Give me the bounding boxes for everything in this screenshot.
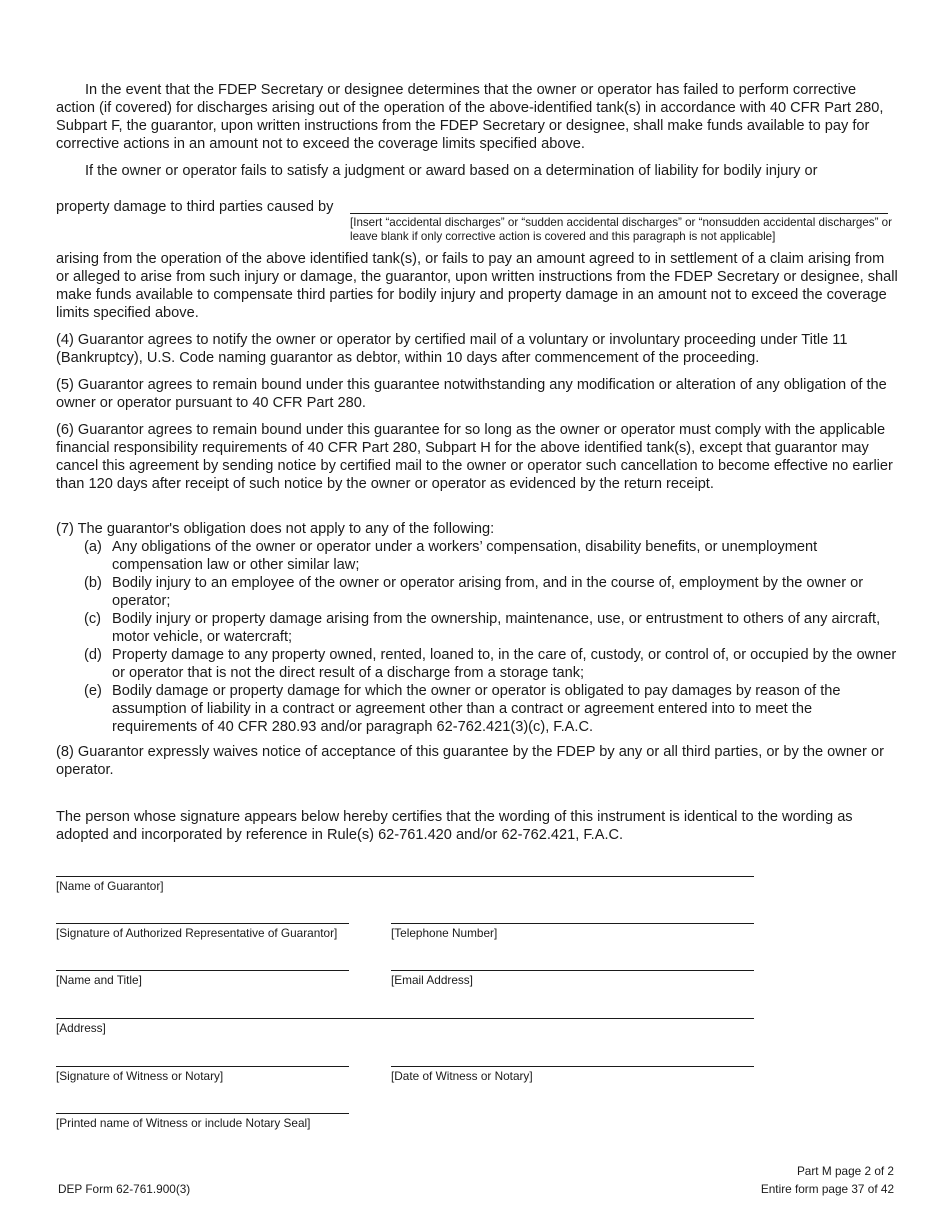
exclusion-marker: (b)	[84, 575, 102, 591]
exclusion-text: Any obligations of the owner or operator under a workers’ compensation, disability benefits, or unemployment compensation law or other similar law;	[112, 539, 818, 573]
form-id: DEP Form 62-761.900(3)	[58, 1182, 191, 1196]
witness-signature-line[interactable]	[56, 1066, 349, 1067]
exclusion-item-d	[56, 646, 898, 682]
address-line[interactable]	[56, 1018, 754, 1019]
clause-8: (8) Guarantor expressly waives notice of acceptance of this guarantee by the FDEP by any or all third parties, or by the owner or operator.	[56, 744, 884, 778]
exclusion-marker: (c)	[84, 611, 102, 627]
telephone-line[interactable]	[391, 923, 754, 924]
exclusion-marker: (e)	[84, 683, 102, 699]
exclusion-marker: (a)	[84, 539, 102, 555]
exclusion-item-e	[56, 682, 898, 736]
witness-printed-name-line[interactable]	[56, 1113, 349, 1114]
witness-date-label: [Date of Witness or Notary]	[391, 1069, 533, 1083]
witness-printed-name-label: [Printed name of Witness or include Notary Seal]	[56, 1116, 311, 1130]
witness-date-line[interactable]	[391, 1066, 754, 1067]
exclusion-item-b	[56, 574, 898, 610]
exclusions-list	[56, 538, 898, 736]
guarantor-name-line[interactable]	[56, 876, 754, 877]
arising-paragraph: arising from the operation of the above identified tank(s), or fails to pay an amount agreed to in settlement of a claim arising from or alleged to arise from such injury or damage, the guarantor, upon written instructions from the FDEP Secretary or designee, shall make funds available to compensate third parties for bodily injury and property damage in an amount not to exceed the coverage limits specified above.	[56, 251, 898, 321]
exclusion-text: Bodily damage or property damage for which the owner or operator is obligated to pay damages by reason of the assumption of liability in a contract or agreement other than a contract or agreement entered into to meet the requirements of 40 CFR 280.93 and/or paragraph 62-762.421(3)(c), F.A.C.	[112, 683, 841, 735]
property-damage-lead-text: property damage to third parties caused by	[56, 199, 334, 215]
corrective-action-paragraph: In the event that the FDEP Secretary or designee determines that the owner or operator has failed to perform corrective action (if covered) for discharges arising out of the operation of the above-identified tank(s) in accordance with 40 CFR Part 280, Subpart F, the guarantor, upon written instructions from the FDEP Secretary or designee, shall make funds available to pay for corrective actions in an amount not to exceed the coverage limits specified above.	[56, 82, 884, 152]
email-line[interactable]	[391, 970, 754, 971]
certification-statement: The person whose signature appears below hereby certifies that the wording of this instrument is identical to the wording as adopted and incorporated by reference in Rule(s) 62-761.420 and/or 62-762.421, F.A.C.	[56, 809, 853, 843]
address-label: [Address]	[56, 1021, 106, 1035]
clause-7-intro: (7) The guarantor's obligation does not apply to any of the following:	[56, 521, 495, 537]
name-title-label: [Name and Title]	[56, 973, 142, 987]
authorized-signature-label: [Signature of Authorized Representative of Guarantor]	[56, 926, 338, 940]
witness-signature-label: [Signature of Witness or Notary]	[56, 1069, 224, 1083]
guarantor-name-label: [Name of Guarantor]	[56, 879, 164, 893]
exclusion-text: Bodily injury to an employee of the owner or operator arising from, and in the course of, employment by the owner or operator;	[112, 575, 864, 609]
exclusion-text: Property damage to any property owned, rented, loaned to, in the care of, custody, or control of, or occupied by the owner or operator that is not the direct result of a discharge from a storage tank;	[112, 647, 897, 681]
clause-6: (6) Guarantor agrees to remain bound under this guarantee for so long as the owner or operator must comply with the applicable financial responsibility requirements of 40 CFR Part 280, Subpart H for the above identified tank(s), except that guarantor may cancel this agreement by sending notice by certified mail to the owner or operator such cancellation to become effective no earlier than 120 days after receipt of such notice by the owner or operator as evidenced by the return receipt.	[56, 422, 893, 492]
discharge-type-fill-line[interactable]	[350, 213, 888, 214]
clause-5: (5) Guarantor agrees to remain bound under this guarantee notwithstanding any modification or alteration of any obligation of the owner or operator pursuant to 40 CFR Part 280.	[56, 377, 887, 411]
exclusion-item-a	[56, 538, 898, 574]
exclusion-text: Bodily injury or property damage arising from the ownership, maintenance, use, or entrustment to others of any aircraft, motor vehicle, or watercraft;	[112, 611, 881, 645]
part-page-number: Part M page 2 of 2	[796, 1164, 894, 1178]
telephone-label: [Telephone Number]	[391, 926, 498, 940]
discharge-type-instruction: [Insert “accidental discharges” or “sudden accidental discharges” or “nonsudden accidental discharges” or leave blank if only corrective action is covered and this paragraph is not applicable]	[350, 216, 892, 243]
name-title-line[interactable]	[56, 970, 349, 971]
clause-4: (4) Guarantor agrees to notify the owner or operator by certified mail of a voluntary or involuntary proceeding under Title 11 (Bankruptcy), U.S. Code naming guarantor as debtor, within 10 days after commencement of the proceeding.	[56, 332, 848, 366]
email-label: [Email Address]	[391, 973, 473, 987]
authorized-signature-line[interactable]	[56, 923, 349, 924]
judgment-intro-paragraph: If the owner or operator fails to satisfy a judgment or award based on a determination of liability for bodily injury or	[85, 163, 818, 179]
exclusion-item-c	[56, 610, 898, 646]
exclusion-marker: (d)	[84, 647, 102, 663]
form-page-number: Entire form page 37 of 42	[760, 1182, 894, 1196]
